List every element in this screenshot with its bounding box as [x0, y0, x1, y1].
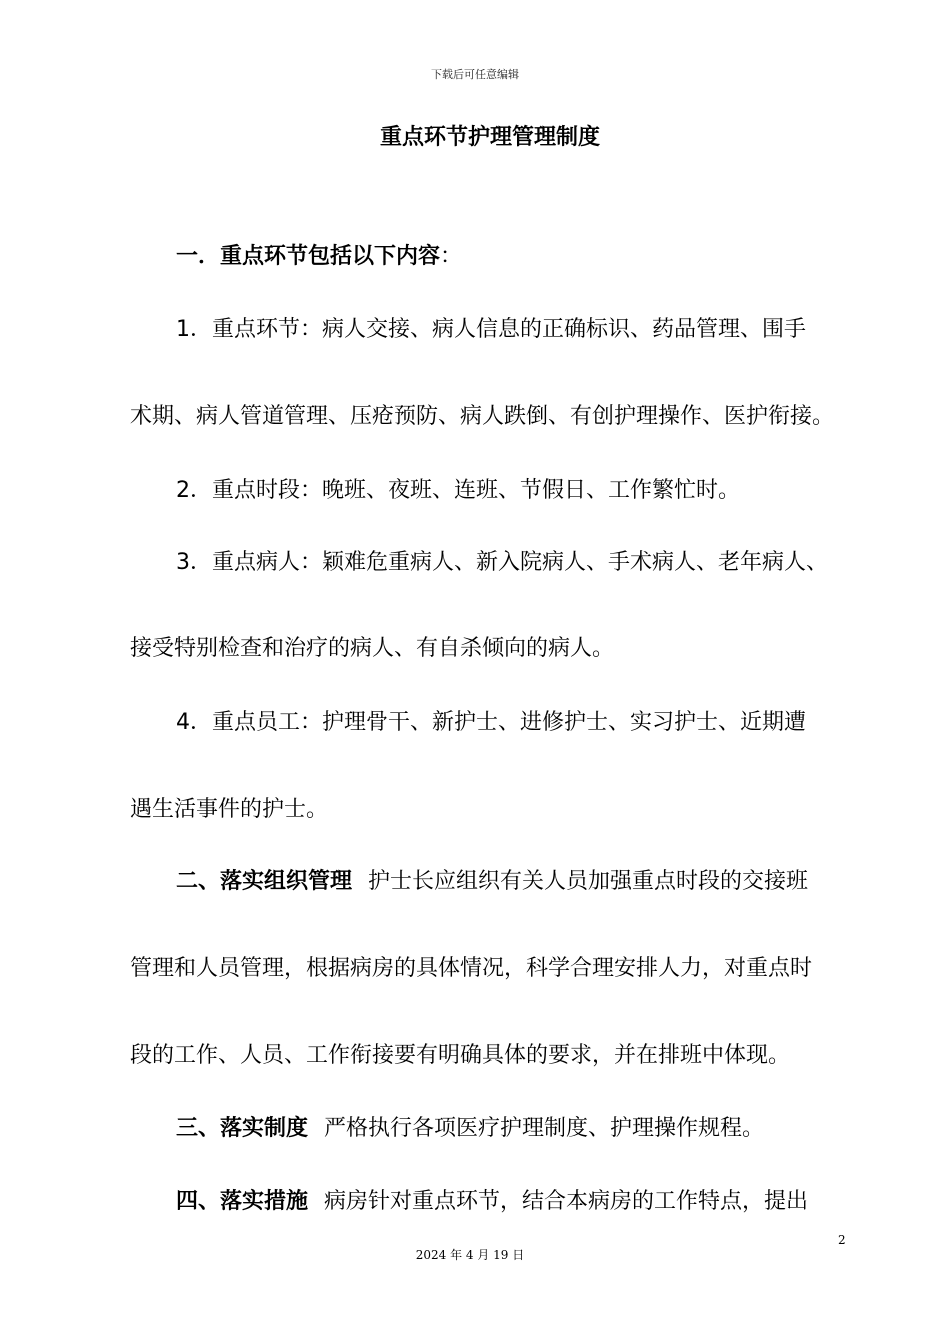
section-2-text-line-1: 护士长应组织有关人员加强重点时段的交接班: [368, 869, 809, 894]
section-1-heading-colon: ：: [440, 244, 463, 269]
section-4-heading: 四、落实措施: [176, 1189, 309, 1214]
section-2-line-3: 段的工作、人员、工作衔接要有明确具体的要求，并在排班中体现。: [130, 1043, 791, 1068]
section-4-line-1: [176, 1187, 808, 1217]
section-1-heading-line: [176, 242, 462, 272]
item-4-line-2: 遇生活事件的护士。: [130, 797, 329, 822]
item-3-line-2: 接受特别检查和治疗的病人、有自杀倾向的病人。: [130, 636, 615, 661]
section-3-line: [176, 1114, 764, 1144]
item-1-line-1: 1．重点环节：病人交接、病人信息的正确标识、药品管理、围手: [176, 317, 806, 342]
item-1-line-2: 术期、病人管道管理、压疮预防、病人跌倒、有创护理操作、医护衔接。: [130, 404, 835, 429]
section-4-text-line-1: 病房针对重点环节，结合本病房的工作特点，提出: [324, 1189, 809, 1214]
item-2-line: 2．重点时段：晚班、夜班、连班、节假日、工作繁忙时。: [176, 478, 740, 503]
section-2-line-2: 管理和人员管理，根据病房的具体情况，科学合理安排人力，对重点时: [130, 956, 813, 981]
item-4-line-1: 4．重点员工：护理骨干、新护士、进修护士、实习护士、近期遭: [176, 710, 806, 735]
page-number: 2: [838, 1233, 846, 1247]
section-2-heading: 二、落实组织管理: [176, 869, 353, 894]
footer-date: 2024 年 4 月 19 日: [415, 1248, 525, 1262]
document-title: 重点环节护理管理制度: [379, 125, 600, 150]
section-3-text: 严格执行各项医疗护理制度、护理操作规程。: [324, 1116, 765, 1141]
section-1-heading: 一．重点环节包括以下内容: [176, 244, 441, 269]
section-3-heading: 三、落实制度: [176, 1116, 309, 1141]
section-2-line-1: [176, 867, 808, 897]
header-note: 下载后可任意编辑: [431, 68, 519, 81]
item-3-line-1: 3．重点病人：颖难危重病人、新入院病人、手术病人、老年病人、: [176, 550, 828, 575]
